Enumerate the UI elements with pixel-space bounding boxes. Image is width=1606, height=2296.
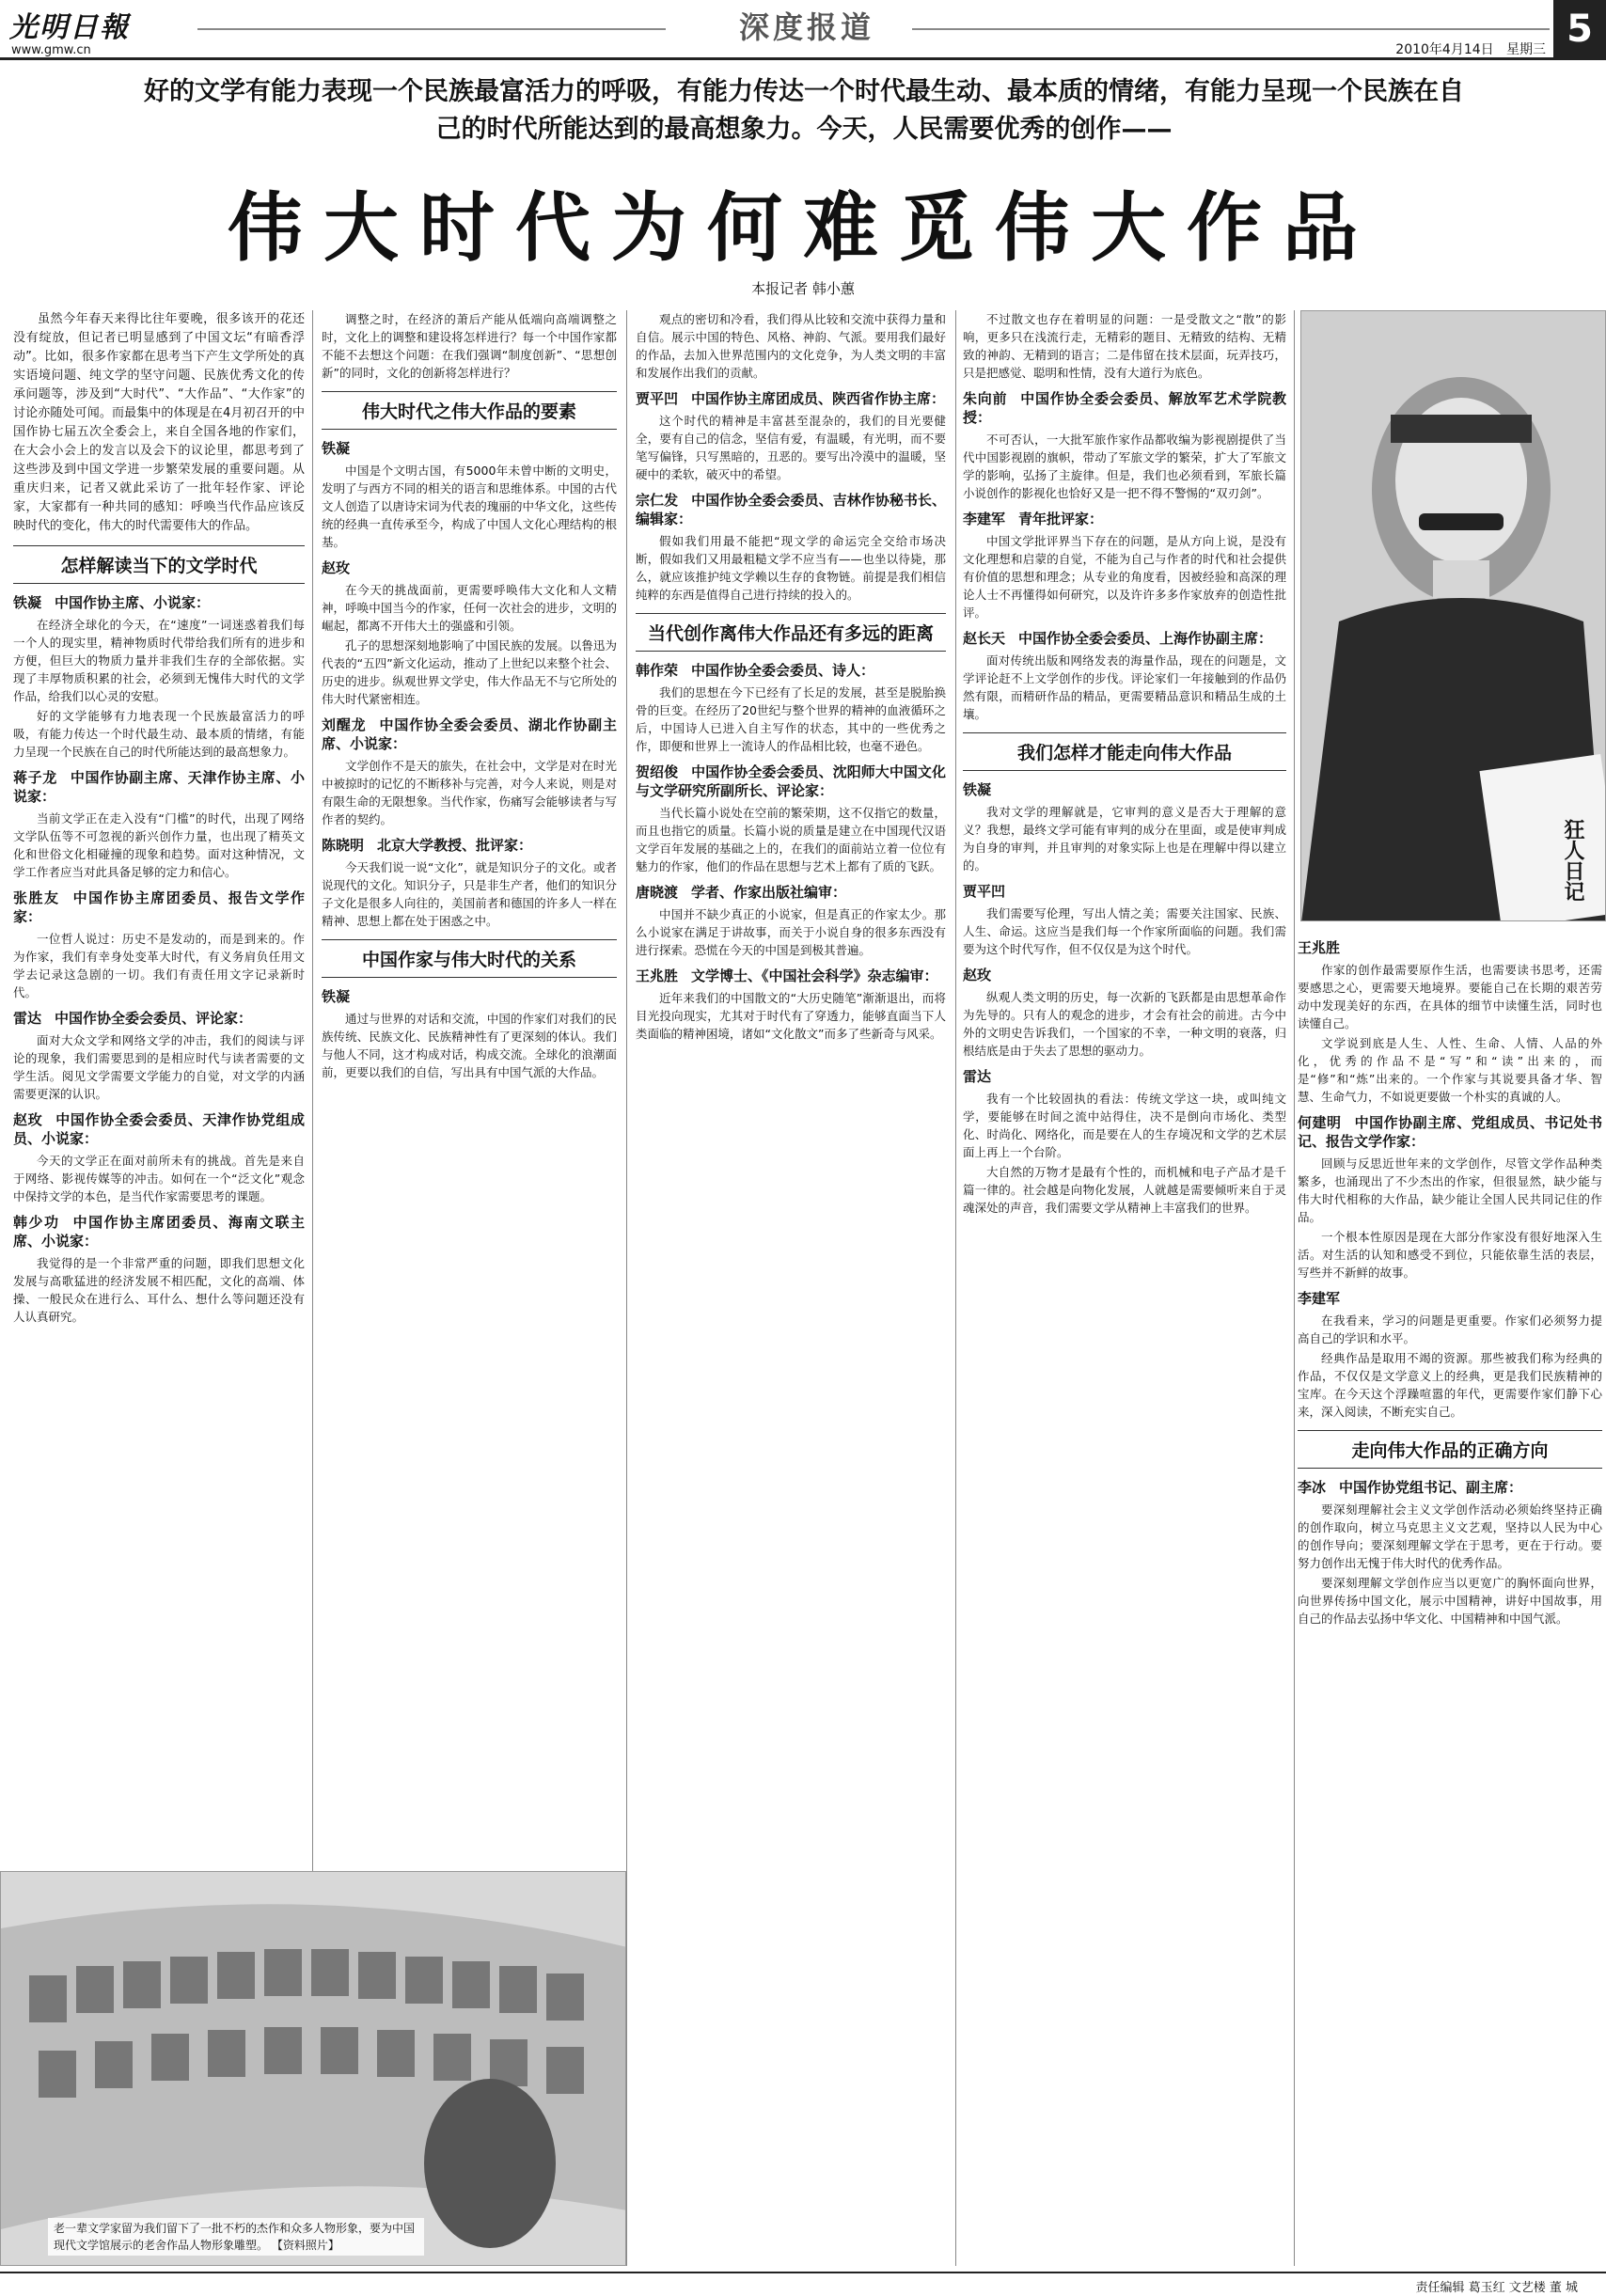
body-paragraph: 我们需要写伦理，写出人情之美；需要关注国家、民族、人生、命运。这应当是我们每一个作家所面临的问题。我们需要为这个时代写作，但不仅仅是为这个时代。 xyxy=(963,906,1286,956)
exhibition-photo xyxy=(0,1871,626,2266)
column-rule xyxy=(626,310,627,2266)
body-paragraph: 不可否认，一大批军旅作家作品都收编为影视剧提供了当代中国影视剧的旗帜，带动了军旅文学的繁荣，扩大了军旅文学的影响，弘扬了主旋律。但是，我们也必须看到，军旅长篇小说创作的影视化也恰好又是一把不得不警惕的“双刃剑”。 xyxy=(963,432,1286,500)
speaker-heading: 铁凝 xyxy=(963,781,992,798)
speaker-heading: 何建明 中国作协副主席、党组成员、书记处书记、报告文学作家： xyxy=(1298,1114,1602,1150)
body-paragraph: 中国是个文明古国，有5000年未曾中断的文明史，发明了与西方不同的相关的语言和思维体系。中国的古代文人创造了以唐诗宋词为代表的瑰丽的中华文化，这些传统的经典一直传承至今，构成了中国人文化心理结构的根基。 xyxy=(322,464,617,549)
speaker-heading: 雷达 xyxy=(963,1068,992,1085)
column-rule xyxy=(1294,310,1295,2266)
body-paragraph: 大自然的万物才是最有个性的，而机械和电子产品才是千篇一律的。社会越是向物化发展，人就越是需要倾听来自于灵魂深处的声音，我们需要文学从精神上丰富我们的世界。 xyxy=(963,1165,1286,1215)
subhead: 伟大时代之伟大作品的要素 xyxy=(322,391,617,430)
body-paragraph: 要深刻理解社会主义文学创作活动必须始终坚持正确的创作取向，树立马克思主义文艺观，坚持以人民为中心的创作导向；要深刻理解文学在于思考，更在于行动。要努力创作出无愧于伟大时代的优秀作品。 xyxy=(1298,1502,1602,1570)
speaker-heading: 铁凝 xyxy=(322,440,351,457)
body-paragraph: 文学创作不是天的旅失，在社会中，文学是对在时光中被掠时的记忆的不断移补与完善，对今人来说，则是对有限生命的无限想象。当代作家，伤痛写会能够读者与写作者的契约。 xyxy=(322,759,617,826)
column-2 xyxy=(322,310,617,1862)
section-rule-right xyxy=(912,28,1550,30)
subhead: 中国作家与伟大时代的关系 xyxy=(322,939,617,978)
subhead: 当代创作离伟大作品还有多远的距离 xyxy=(636,613,946,652)
speaker-heading: 李冰 中国作协党组书记、副主席： xyxy=(1298,1479,1523,1496)
body-paragraph: 近年来我们的中国散文的“大历史随笔”渐渐退出，而将目光投向现实，尤其对于时代有了穿透力，能够直面当下人类面临的精神困境，诸如“文化散文”而多了些新奇与风采。 xyxy=(636,991,946,1041)
headline: 伟大时代为何难觅伟大作品 xyxy=(228,183,1378,272)
speaker-heading: 雷达 中国作协全委会委员、评论家： xyxy=(13,1010,253,1027)
speaker-heading: 朱向前 中国作协全委会委员、解放军艺术学院教授： xyxy=(963,390,1286,426)
body-paragraph: 观点的密切和冷看，我们得从比较和交流中获得力量和自信。展示中国的特色、风格、神韵、气派。要用我们最好的作品，去加入世界范围内的文化竞争，为人类文明的丰富和发展作出我们的贡献。 xyxy=(636,312,946,380)
intro-paragraph: 虽然今年春天来得比往年要晚，很多该开的花还没有绽放，但记者已明显感到了中国文坛“有暗香浮动”。比如，很多作家都在思考当下产生文学所处的真实语境问题、纯文学的坚守问题、民族优秀文化的传承问题等，涉及到“大时代”、“大作品”、“大作家”的讨论亦随处可闻。而最集中的体现是在4月初召开的中国作协七届五次全委会上，来自全国各地的作家们，在大会小会上的发言以及会下的议论里，都思考到了这些涉及到中国文学进一步繁荣发展的重要问题。从重庆归来，记者又就此采访了一批年轻作家、评论家，大家都有一种共同的感知：呼唤当代作品应该反映时代的变化，伟大的时代需要伟大的作品。 xyxy=(13,312,305,533)
page-number: 5 xyxy=(1553,0,1606,58)
body-paragraph: 面对传统出版和网络发表的海量作品，现在的问题是，文学评论赶不上文学创作的步伐。评论家们一年接触到的作品仍然有限，而精研作品的精品，更需要精品意识和精品生成的土壤。 xyxy=(963,653,1286,721)
body-paragraph: 通过与世界的对话和交流，中国的作家们对我们的民族传统、民族文化、民族精神性有了更深刻的体认。我们与他人不同，这才构成对话，构成交流。全球化的浪潮面前，更要以我们的自信，写出具有中国气派的大作品。 xyxy=(322,1012,617,1079)
body-paragraph: 一位哲人说过：历史不是发动的，而是到来的。作为作家，我们有幸身处变革大时代，有义务肩负任用文学去记录这急剧的一切。我们有责任用文字记录新时代。 xyxy=(13,932,305,999)
body-paragraph: 当前文学正在走入没有“门槛”的时代，出现了网络文学队伍等不可忽视的新兴创作力量，也出现了精英文化和世俗文化相碰撞的现象和趋势。面对这种情况，文学工作者应当对此具备足够的定力和信心。 xyxy=(13,811,305,879)
body-paragraph: 这个时代的精神是丰富甚至混杂的，我们的目光要健全，要有自己的信念，坚信有爱，有温暖，有光明，而不要笔写偏锋，只写黑暗的，丑恶的。要写出冷漠中的温暖，坚硬中的柔软，破灭中的希望。 xyxy=(636,414,946,481)
speaker-heading: 贾平凹 中国作协主席团成员、陕西省作协主席： xyxy=(636,390,946,407)
section-title: 深度报道 xyxy=(738,9,874,45)
speaker-heading: 王兆胜 xyxy=(1298,939,1341,956)
body-paragraph: 今天的文学正在面对前所未有的挑战。首先是来自于网络、影视传媒等的冲击。如何在一个“泛文化”观念中保持文学的本色，是当代作家需要思考的课题。 xyxy=(13,1154,305,1203)
body-paragraph: 调整之时，在经济的萧后产能从低端向高端调整之时，文化上的调整和建设将怎样进行？每一个中国作家都不能不去想这个问题：在我们强调“制度创新”、“思想创新”的同时，文化的创新将怎样进行？ xyxy=(322,312,617,380)
body-paragraph: 不过散文也存在着明显的问题：一是受散文之“散”的影响，更多只在浅流行走，无精彩的题目、无精致的结构、无精致的神韵、无精到的语言；二是伟留在技术层面，玩弄技巧，只是把感觉、聪明和性情，没有大道行为底色。 xyxy=(963,312,1286,380)
body-paragraph: 文学说到底是人生、人性、生命、人情、人品的外化，优秀的作品不是“写”和“读”出来的，而是“修”和“炼”出来的。一个作家与其说要具备才华、智慧、生命气力，不如说更要做一个朴实的真诚的人。 xyxy=(1298,1036,1602,1104)
body-paragraph: 纵观人类文明的历史，每一次新的飞跃都是由思想革命作为先导的。只有人的观念的进步，才会有社会的前进。古今中外的文明史告诉我们，一个国家的不幸，一种文明的衰落，归根结底是由于失去了思想的驱动力。 xyxy=(963,990,1286,1058)
speaker-heading: 赵玫 xyxy=(963,967,992,983)
speaker-heading: 铁凝 xyxy=(322,988,351,1005)
column-4 xyxy=(963,310,1286,2257)
speaker-heading: 李建军 xyxy=(1298,1290,1341,1307)
portrait-photo xyxy=(1300,310,1606,921)
newspaper-logo: 光明日報 xyxy=(9,11,130,44)
column-1 xyxy=(13,310,305,1862)
speaker-heading: 韩作荣 中国作协全委会委员、诗人： xyxy=(636,662,875,679)
issue-date: 2010年4月14日 xyxy=(1395,42,1494,57)
page-footer: 责任编辑 葛玉红 文艺楼 董 城 xyxy=(0,2272,1606,2295)
site-url: www.gmw.cn xyxy=(11,43,91,57)
masthead xyxy=(0,0,1606,60)
speaker-heading: 赵玫 中国作协全委会委员、天津作协党组成员、小说家： xyxy=(13,1111,305,1147)
body-paragraph: 一个根本性原因是现在大部分作家没有很好地深入生活。对生活的认知和感受不到位，只能依靠生活的表层，写些并不新鲜的故事。 xyxy=(1298,1230,1602,1280)
speaker-heading: 贾平凹 xyxy=(963,883,1006,900)
body-paragraph: 我们的思想在今下已经有了长足的发展，甚至是脱胎换骨的巨变。在经历了20世纪与整个世界的精神的血液循环之后，中国诗人已进入自主写作的状态，其中的一些优秀之作，即便和世界上一流诗人的作品相比较，也毫不逊色。 xyxy=(636,685,946,753)
section-rule-left xyxy=(197,28,666,30)
column-5 xyxy=(1298,931,1602,2257)
byline: 本报记者 韩小蕙 xyxy=(751,280,855,297)
speaker-heading: 王兆胜 文学博士、《中国社会科学》杂志编审： xyxy=(636,967,938,984)
body-paragraph: 今天我们说一说“文化”，就是知识分子的文化。或者说现代的文化。知识分子，只是非生产者，他们的知识分子文化是很多人向往的，美国前者和德国的许多人一样在精神、思想上都在处于困惑之中。 xyxy=(322,860,617,928)
subhead: 我们怎样才能走向伟大作品 xyxy=(963,732,1286,771)
speaker-heading: 铁凝 中国作协主席、小说家： xyxy=(13,594,211,611)
body-paragraph: 我觉得的是一个非常严重的问题，即我们思想文化发展与高歌猛进的经济发展不相匹配，文化的高端、体操、一般民众在进行么、耳什么、想什么等问题还没有人认真研究。 xyxy=(13,1256,305,1324)
speaker-heading: 张胜友 中国作协主席团委员、报告文学作家： xyxy=(13,889,305,925)
speaker-heading: 刘醒龙 中国作协全委会委员、湖北作协副主席、小说家： xyxy=(322,716,617,752)
exhibition-illustration xyxy=(1,1872,626,2266)
body-paragraph: 经典作品是取用不竭的资源。那些被我们称为经典的作品，不仅仅是文学意义上的经典，更是我们民族精神的宝库。在今天这个浮躁喧嚣的年代，更需要作家们静下心来，深入阅读，不断充实自己。 xyxy=(1298,1351,1602,1419)
speaker-heading: 韩少功 中国作协主席团委员、海南文联主席、小说家： xyxy=(13,1214,305,1250)
body-paragraph: 在经济全球化的今天，在“速度”一词迷惑着我们每一个人的现实里，精神物质时代带给我们所有的进步和方便，但巨大的物质力量并非我们生存的全部依据。实现了丰厚物质积累的社会，必须到无愧伟大时代的文学作品，给我们以心灵的安慰。 xyxy=(13,618,305,703)
column-rule xyxy=(955,310,956,2266)
speaker-heading: 唐晓渡 学者、作家出版社编审： xyxy=(636,884,847,901)
body-paragraph: 在今天的挑战面前，更需要呼唤伟大文化和人文精神，呼唤中国当今的作家，任何一次社会的进步，文明的崛起，都离不开伟大土的强盛和引领。 xyxy=(322,583,617,633)
speaker-heading: 陈晓明 北京大学教授、批评家： xyxy=(322,837,533,854)
body-paragraph: 在我看来，学习的问题是更重要。作家们必须努力提高自己的学识和水平。 xyxy=(1298,1313,1602,1345)
body-paragraph: 面对大众文学和网络文学的冲击，我们的阅读与评论的现象，我们需要思到的是相应时代与读者需要的文学生活。阅见文学需要文学能力的自觉，对文学的内涵需要更深的认识。 xyxy=(13,1033,305,1101)
speaker-heading: 宗仁发 中国作协全委会委员、吉林作协秘书长、编辑家： xyxy=(636,492,946,527)
column-3 xyxy=(636,310,946,2257)
body-paragraph: 要深刻理解文学创作应当以更宽广的胸怀面向世界，向世界传扬中国文化，展示中国精神，讲好中国故事，用自己的作品去弘扬中华文化、中国精神和中国气派。 xyxy=(1298,1576,1602,1626)
speaker-heading: 李建军 青年批评家： xyxy=(963,511,1104,527)
body-paragraph: 中国并不缺少真正的小说家，但是真正的作家太少。那么小说家在满足于讲故事，而关于小说自身的很多东西没有进行探索。恐慌在今天的中国是到极其普遍。 xyxy=(636,907,946,957)
body-paragraph: 当代长篇小说处在空前的繁荣期，这不仅指它的数量，而且也指它的质量。长篇小说的质量是建立在中国现代汉语文学百年发展的基础之上的，在我们的面前站立着一位位有魅力的作家，他们的作品在思想与艺术上都有了质的飞跃。 xyxy=(636,806,946,873)
speaker-heading: 赵长天 中国作协全委会委员、上海作协副主席： xyxy=(963,630,1273,647)
speaker-heading: 蒋子龙 中国作协副主席、天津作协主席、小说家： xyxy=(13,769,305,805)
body-paragraph: 回顾与反思近世年来的文学创作，尽管文学作品种类繁多，也涌现出了不少杰出的作家，但很显然，缺少能与伟大时代相称的大作品，缺少能让全国人民共同记住的作品。 xyxy=(1298,1156,1602,1224)
body-paragraph: 假如我们用最不能把“现文学的命运完全交给市场决断，假如我们又用最粗糙文学不应当有——也坐以待毙，那么，就应该推护纯文学赖以生存的食物链。前提是我们相信纯粹的东西是值得自己进行持续的投入的。 xyxy=(636,534,946,602)
dateline xyxy=(1395,39,1546,58)
body-paragraph: 中国文学批评界当下存在的问题，是从方向上说，是没有文化理想和启蒙的自觉，不能为自己与作者的时代和社会提供有价值的思想和理念；从专业的角度看，因被经验和高深的理论人士不再懂得如何研究，以及许许多多作家放弃的创造性批评。 xyxy=(963,534,1286,620)
lead-paragraph: 好的文学有能力表现一个民族最富活力的呼吸，有能力传达一个时代最生动、最本质的情绪，有能力呈现一个民族在自己的时代所能达到的最高想象力。今天，人民需要优秀的创作—— xyxy=(144,77,1464,144)
body-paragraph: 我有一个比较固执的看法：传统文学这一块，或叫纯文学，要能够在时间之流中站得住，决不是倒向市场化、类型化、时尚化、网络化，而是要在人的生存境况和文学的艺术层面上再上一个台阶。 xyxy=(963,1092,1286,1159)
speaker-heading: 赵玫 xyxy=(322,559,351,576)
body-paragraph: 孔子的思想深刻地影响了中国民族的发展。以鲁迅为代表的“五四”新文化运动，推动了上世纪以来整个社会、历史的进步。纵观世界文学史，伟大作品无不与它所处的伟大时代紧密相连。 xyxy=(322,638,617,706)
body-paragraph: 我对文学的理解就是，它审判的意义是否大于理解的意义？我想，最终文学可能有审判的成分在里面，或是使审判成为自身的审判，并且审判的对象实际上也是在理解中得以建立的。 xyxy=(963,805,1286,873)
speaker-heading: 贺绍俊 中国作协全委会委员、沈阳师大中国文化与文学研究所副所长、评论家： xyxy=(636,763,946,799)
body-paragraph: 好的文学能够有力地表现一个民族最富活力的呼吸，有能力传达一个时代最生动、最本质的情绪，有能力呈现一个民族在自己的时代所能达到的最高想象力。 xyxy=(13,709,305,759)
book-title-label: 狂人日记 xyxy=(1561,819,1585,902)
photo-caption: 老一辈文学家留为我们留下了一批不朽的杰作和众多人物形象，要为中国现代文学馆展示的老舍作品人物形象雕塑。 【资料照片】 xyxy=(48,2218,424,2256)
subhead: 走向伟大作品的正确方向 xyxy=(1298,1430,1602,1469)
subhead: 怎样解读当下的文学时代 xyxy=(13,545,305,584)
issue-weekday: 星期三 xyxy=(1506,42,1546,57)
body-paragraph: 作家的创作最需要原作生活，也需要读书思考，还需要感思之心，更需要天地境界。要能自己在长期的艰苦劳动中发现美好的东西，在具体的细节中读懂生活，同时也读懂自己。 xyxy=(1298,963,1602,1030)
